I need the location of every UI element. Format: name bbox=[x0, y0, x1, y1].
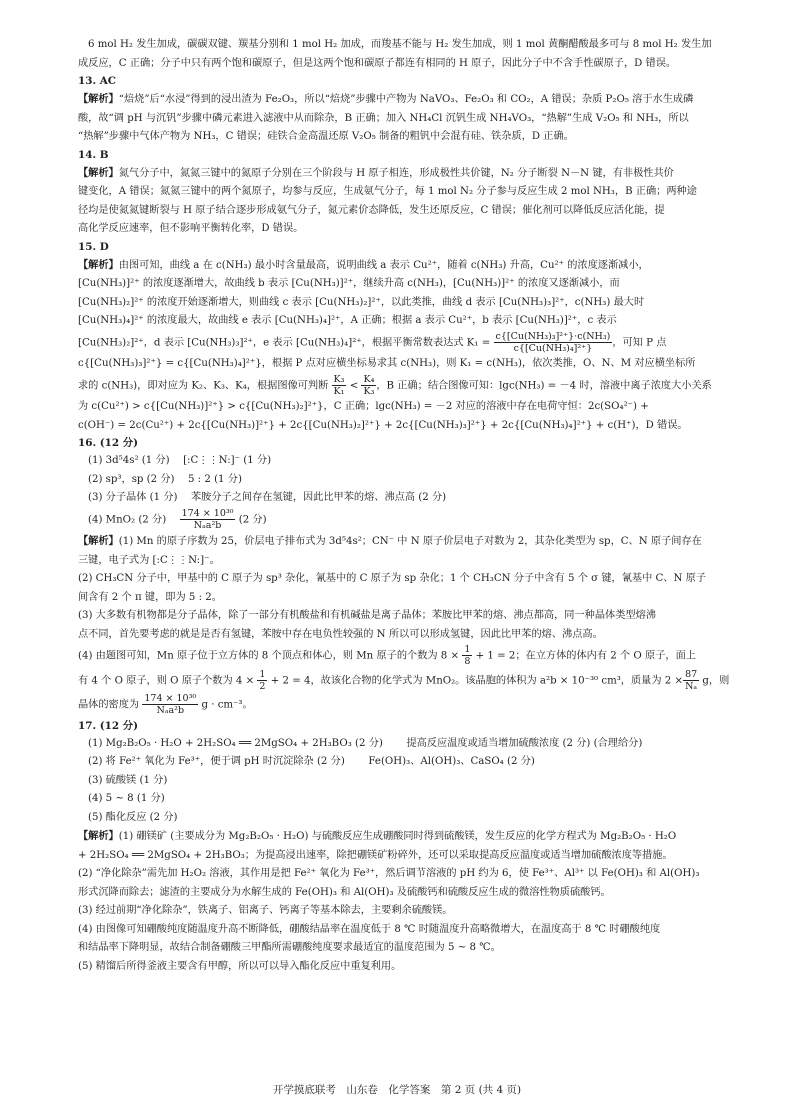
text-segment: ，B 正确；结合图像可知：lgc(NH₃) = －4 时，溶液中离子浓度大小关系 bbox=[376, 380, 712, 391]
fraction bbox=[361, 374, 376, 397]
text-line: c(OH⁻) = 2c(Cu²⁺) + 2c{[Cu(NH₃)]²⁺} + 2c{[Cu(NH₃)₂]²⁺} + 2c{[Cu(NH₃)₃]²⁺} + 2c{[Cu(NH₃)₄]²⁺} + c(H⁺)，D 错误。 bbox=[78, 419, 688, 431]
answer-line: (2) sp³，sp (2 分) 5 : 2 (1 分) bbox=[88, 473, 242, 485]
text-line: 高化学反应速率，但不影响平衡转化率，D 错误。 bbox=[78, 223, 304, 234]
text-line: (3) 大多数有机物都是分子晶体，除了一部分有机酸盐和有机碱盐是离子晶体；苯胺比甲苯的熔、沸点都高，同一种晶体类型熔沸 bbox=[78, 610, 656, 621]
text-line: (1) 硼镁矿 (主要成分为 Mg₂B₂O₅ · H₂O) 与硫酸反应生成硼酸同时得到硫酸镁，发生反应的化学方程式为 Mg₂B₂O₅ · H₂O bbox=[118, 831, 677, 842]
text-segment: (2 分) bbox=[235, 514, 267, 525]
text-line: 间含有 2 个 π 键，即为 5 : 2。 bbox=[78, 591, 222, 603]
text-segment: < bbox=[346, 380, 362, 391]
numerator: K₄ bbox=[363, 373, 375, 385]
answer-line: (1) 3d⁵4s² (1 分) [:C⋮⋮N:]⁻ (1 分) bbox=[88, 455, 272, 466]
analysis-tag: 【解析】 bbox=[78, 258, 119, 271]
fraction bbox=[142, 693, 198, 716]
denominator: Nₐa²b bbox=[193, 519, 222, 531]
denominator: 8 bbox=[464, 656, 471, 667]
text-line: (5) 精馏后所得釜液主要含有甲醇，所以可以导入酯化反应中重复利用。 bbox=[78, 960, 402, 972]
fraction bbox=[683, 669, 699, 692]
formula-line bbox=[78, 693, 726, 718]
text-line: (3) 经过前期“净化除杂”，铁离子、铝离子、钙离子等基本除去，主要剩余硫酸镁。 bbox=[78, 905, 453, 916]
text-segment: g · cm⁻³。 bbox=[198, 699, 253, 711]
text-segment: ，可知 P 点 bbox=[612, 337, 667, 348]
text-line: “焙烧”后“水浸”得到的浸出渣为 Fe₂O₃，所以“焙烧”步骤中产物为 NaVO₃、Fe₂O₃ 和 CO₂，A 错误；杂质 P₂O₅ 溶于水生成磷 bbox=[118, 94, 694, 105]
text-line: 键变化，A 错误；氮氮三键中的两个氮原子，均参与反应，生成氨气分子，每 1 mol N₂ 分子参与反应生成 2 mol NH₃，B 正确；两种途 bbox=[78, 186, 697, 197]
text-line: c{[Cu(NH₃)₃]²⁺} = c{[Cu(NH₃)₄]²⁺}，根据 P 点对应横坐标易求其 c(NH₃)，则 K₁ = c(NH₃)，依次类推，O、N、M 对应横坐标所 bbox=[78, 358, 696, 369]
formula-line bbox=[78, 331, 726, 356]
question-15-answer: 15. D bbox=[78, 240, 109, 253]
text-segment: (4) MnO₂ (2 分) bbox=[88, 514, 177, 525]
numerator: 174 × 10³⁰ bbox=[144, 693, 197, 704]
denominator: K₃ bbox=[363, 385, 375, 397]
text-segment: (4) 由题图可知，Mn 原子位于立方体的 8 个顶点和体心，则 Mn 原子的个数为 8 × bbox=[78, 650, 460, 662]
answer-line bbox=[78, 508, 726, 533]
answer-line: (2) 将 Fe²⁺ 氧化为 Fe³⁺，便于调 pH 时沉淀除杂 (2 分) Fe(OH)₃、Al(OH)₃、CaSO₄ (2 分) bbox=[88, 756, 535, 767]
question-17-answer: 17. (12 分) bbox=[78, 719, 138, 732]
text-line: 酸，故“调 pH 与沉钒”步骤中磷元素进入滤液中从而除杂，B 正确；加入 NH₄Cl 沉钒生成 NH₄VO₃，“热解”生成 V₂O₅ 和 NH₃，所以 bbox=[78, 112, 689, 124]
text-line: 点不同，首先要考虑的就是是否有氢键，苯胺中存在电负性较强的 N 所以可以形成氢键，因此比甲苯的熔、沸点高。 bbox=[78, 628, 603, 640]
text-segment: + 1 = 2；在立方体的体内有 2 个 O 原子，面上 bbox=[472, 650, 696, 662]
numerator: c{[Cu(NH₃)₃]²⁺}·c(NH₃) bbox=[495, 330, 611, 342]
fraction bbox=[462, 644, 472, 667]
numerator: 174 × 10³⁰ bbox=[181, 507, 234, 519]
text-line: 形式沉降而除去；滤渣的主要成分为水解生成的 Fe(OH)₃ 和 Al(OH)₃ 及硫酸钙和硫酸反应生成的微溶性物质硫酸钙。 bbox=[78, 886, 611, 898]
answer-line: (4) 5 ~ 8 (1 分) bbox=[88, 793, 165, 804]
text-line: [Cu(NH₃)]²⁺ 的浓度逐渐增大，故曲线 b 表示 [Cu(NH₃)]²⁺，继续升高 c(NH₃)，[Cu(NH₃)]²⁺ 的浓度又逐渐减小，而 bbox=[78, 278, 620, 289]
denominator: Nₐ bbox=[685, 680, 698, 692]
text-line: (2) “净化除杂”需先加 H₂O₂ 溶液，其作用是把 Fe²⁺ 氧化为 Fe³⁺，然后调节溶液的 pH 约为 6，使 Fe³⁺、Al³⁺ 以 Fe(OH)₃ 和 Al(OH)₃ bbox=[78, 868, 700, 879]
analysis-tag: 【解析】 bbox=[78, 535, 119, 547]
text-segment: 求的 c(NH₃)，即对应为 K₂、K₃、K₄，根据图像可判断 bbox=[78, 380, 329, 391]
text-line: 氮气分子中，氮氮三键中的氮原子分别在三个阶段与 H 原子相连，形成极性共价键，N₂ 分子断裂 N－N 键，有非极性共价 bbox=[118, 167, 674, 179]
question-16-answer: 16. (12 分) bbox=[78, 437, 138, 449]
text-line: (1) Mn 的原子序数为 25，价层电子排布式为 3d⁵4s²；CN⁻ 中 N 原子价层电子对数为 2，其杂化类型为 sp，C、N 原子间存在 bbox=[118, 536, 702, 547]
fraction bbox=[257, 669, 267, 692]
numerator: 1 bbox=[259, 668, 266, 680]
text-segment: + 2 = 4，故该化合物的化学式为 MnO₂。该晶胞的体积为 a²b × 10⁻³⁰ cm³，质量为 2 × bbox=[267, 675, 684, 686]
numerator: K₃ bbox=[333, 373, 345, 385]
text-line: (4) 由图像可知硼酸纯度随温度升高不断降低，硼酸结晶率在温度低于 8 ℃ 时随温度升高略微增大，在温度高于 8 ℃ 时硼酸纯度 bbox=[78, 923, 661, 935]
analysis-tag: 【解析】 bbox=[78, 93, 119, 105]
answer-page bbox=[78, 36, 730, 976]
text-line: (2) CH₃CN 分子中，甲基中的 C 原子为 sp³ 杂化，氰基中的 C 原子为 sp 杂化；1 个 CH₃CN 分子中含有 5 个 σ 键，氰基中 C、N 原子 bbox=[78, 573, 707, 584]
page-footer: 开学摸底联考 山东卷 化学答案 第 2 页 (共 4 页) bbox=[272, 1084, 522, 1096]
text-segment: g，则 bbox=[699, 675, 730, 686]
text-line: 为 c(Cu²⁺) > c{[Cu(NH₃)]²⁺} > c{[Cu(NH₃)₂]²⁺}，C 正确；lgc(NH₃) = －2 对应的溶液中存在电荷守恒：2c(SO₄²⁻) + bbox=[78, 401, 649, 412]
text-line: [Cu(NH₃)₄]²⁺ 的浓度最大，故曲线 e 表示 [Cu(NH₃)₄]²⁺，A 正确；根据 a 表示 Cu²⁺，b 表示 [Cu(NH₃)]²⁺，c 表示 bbox=[78, 315, 617, 326]
text-line: + 2H₂SO₄ ══ 2MgSO₄ + 2H₃BO₃；为提高浸出速率，除把硼镁矿粉碎外，还可以采取提高反应温度或适当增加硫酸浓度等措施。 bbox=[78, 849, 673, 861]
text-line: “热解”步骤中气体产物为 NH₃，C 错误；硅铁合金高温还原 V₂O₅ 制备的粗钒中会混有硅、铁杂质，D 正确。 bbox=[78, 131, 574, 142]
analysis-tag: 【解析】 bbox=[78, 830, 119, 842]
text-segment: [Cu(NH₃)₂]²⁺，d 表示 [Cu(NH₃)₃]²⁺，e 表示 [Cu(NH₃)₄]²⁺，根据平衡常数表达式 K₁ = bbox=[78, 337, 491, 348]
answer-line: (3) 分子晶体 (1 分) 苯胺分子之间存在氢键，因此比甲苯的熔、沸点高 (2 分) bbox=[88, 492, 447, 503]
text-line: 径均是使氮氮键断裂与 H 原子结合逐步形成氨气分子，氮元素价态降低，发生还原反应，C 错误；催化剂可以降低反应活化能，提 bbox=[78, 204, 665, 216]
fraction bbox=[180, 508, 236, 531]
numerator: 87 bbox=[685, 668, 698, 680]
numerator: 1 bbox=[464, 644, 471, 655]
fraction bbox=[494, 331, 613, 354]
formula-line bbox=[78, 668, 730, 694]
text-line: 三键，电子式为 [:C⋮⋮N:]⁻。 bbox=[78, 554, 220, 566]
denominator: K₁ bbox=[333, 385, 345, 397]
analysis-tag: 【解析】 bbox=[78, 166, 119, 179]
text-line: 6 mol H₂ 发生加成，碳碳双键、羰基分别和 1 mol H₂ 加成，而羧基不能与 H₂ 发生加成，则 1 mol 黄酮醋酸最多可与 8 mol H₂ 发生加 bbox=[88, 39, 712, 50]
answer-line: (1) Mg₂B₂O₅ · H₂O + 2H₂SO₄ ══ 2MgSO₄ + 2H₃BO₃ (2 分) 提高反应温度或适当增加硫酸浓度 (2 分) (合理给分) bbox=[88, 737, 643, 749]
answer-line: (3) 硫酸镁 (1 分) bbox=[88, 774, 168, 786]
formula-line bbox=[78, 644, 726, 669]
formula-line bbox=[78, 374, 726, 399]
question-14-answer: 14. B bbox=[78, 148, 109, 161]
text-line: 成反应，C 正确；分子中只有两个饱和碳原子，但是这两个饱和碳原子都连有相同的 H 原子，因此分子中不含手性碳原子，D 错误。 bbox=[78, 57, 677, 69]
question-13-answer: 13. AC bbox=[78, 75, 117, 87]
text-line: 和结晶率下降明显，故结合制备硼酸三甲酯所需硼酸纯度要求最适宜的温度范围为 5 ~ 8 ℃。 bbox=[78, 942, 501, 953]
answer-line: (5) 酯化反应 (2 分) bbox=[88, 811, 178, 823]
denominator: 2 bbox=[259, 680, 266, 692]
denominator: Nₐa²b bbox=[156, 705, 185, 716]
text-segment: 有 4 个 O 原子，则 O 原子个数为 4 × bbox=[78, 675, 255, 686]
text-line: [Cu(NH₃)₂]²⁺ 的浓度开始逐渐增大，则曲线 c 表示 [Cu(NH₃)₂]²⁺，以此类推，曲线 d 表示 [Cu(NH₃)₃]²⁺，c(NH₃) 最大时 bbox=[78, 296, 645, 308]
text-segment: 晶体的密度为 bbox=[78, 699, 140, 711]
denominator: c{[Cu(NH₃)₄]²⁺} bbox=[513, 342, 593, 354]
text-line: 由图可知，曲线 a 在 c(NH₃) 最小时含量最高，说明曲线 a 表示 Cu²⁺，随着 c(NH₃) 升高，Cu²⁺ 的浓度逐渐减小， bbox=[118, 259, 649, 271]
fraction bbox=[332, 374, 347, 397]
